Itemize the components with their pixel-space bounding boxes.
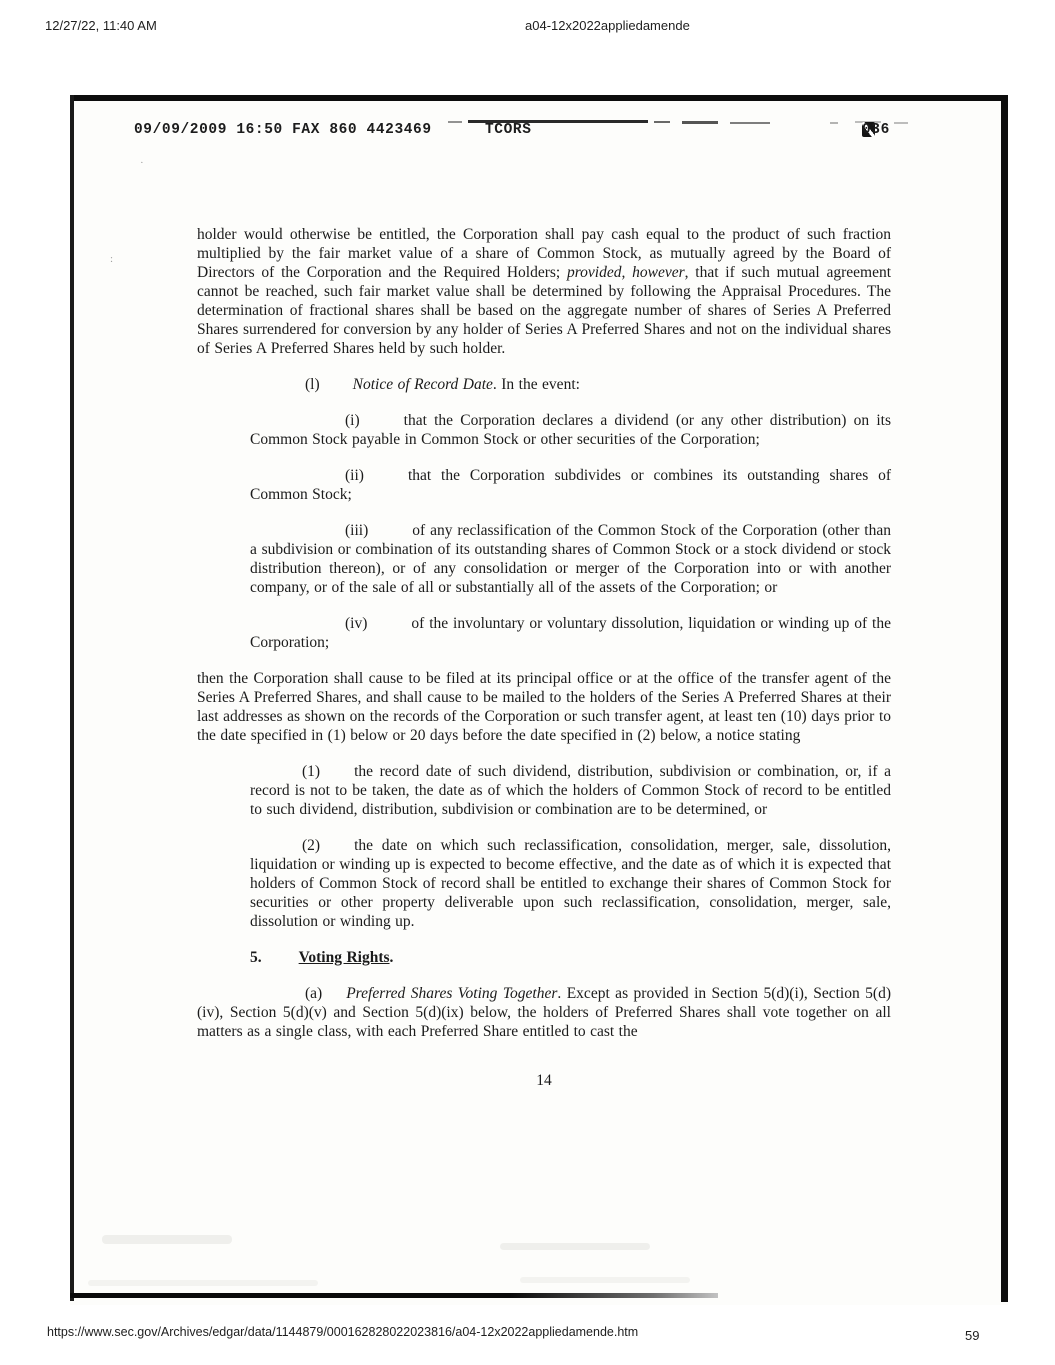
paragraph-text: holder would otherwise be entitled, the Corporation shall pay cash equal to the product of such fraction multiplied by the fair market value of a share of Common Stock, as mutually agreed by the Board of Directors of the Corporation and the Required Holders; xyxy=(197,226,891,281)
item-text: of any reclassification of the Common Stock of the Corporation (other than a subdivision or combination of its outstanding shares of Common Stock or a stock dividend or stock distribution thereon), or of any consolidation or merger of the Corporation into or with another company, or of the sale of all or substantially all of the assets of the Corporation; or xyxy=(250,522,891,596)
print-footer-page-number: 59 xyxy=(965,1328,980,1343)
scan-artifact-dash xyxy=(682,121,718,124)
scan-smudge xyxy=(500,1243,650,1250)
item-label: (l) xyxy=(305,376,320,393)
print-header-title: a04-12x2022appliedamende xyxy=(525,18,690,33)
item-label: (2) xyxy=(302,837,321,854)
scan-speck: · xyxy=(140,157,144,169)
scan-artifact-dash xyxy=(894,122,908,124)
scan-artifact-dash xyxy=(730,122,770,124)
list-item-2 xyxy=(197,836,891,931)
list-item-iv xyxy=(197,614,891,652)
scan-artifact-dash xyxy=(830,122,838,124)
scan-speck: : xyxy=(110,253,114,265)
list-item-1 xyxy=(197,762,891,819)
print-header-datetime: 12/27/22, 11:40 AM xyxy=(45,18,157,33)
heading-notice-of-record-date xyxy=(197,375,891,394)
section-number: 5. xyxy=(250,949,262,966)
scan-smudge xyxy=(102,1235,232,1244)
fax-timestamp: 09/09/2009 16:50 FAX 860 4423469 xyxy=(134,122,432,138)
paragraph-notice-requirement: then the Corporation shall cause to be filed at its principal office or at the office of the transfer agent of the Series A Preferred Shares, and shall cause to be mailed to the holders of the Series A Preferred Shares at their last addresses as shown on the records of the Corporation or such transfer agent, at least ten (10) days prior to the date specified in (1) below or 20 days before the date specified in (2) below, a notice stating xyxy=(197,670,891,744)
paragraph-text: . Except as provided in Section 5(d)(i), Section 5(d)(iv), Section 5(d)(v) and Section 5(d)(ix) below, the holders of Preferred Shares shall vote together on all matters as a single class, with each Preferred Share entitled to cast the xyxy=(197,985,891,1040)
fax-page-count: 036 xyxy=(862,122,890,138)
item-label: (a) xyxy=(305,985,323,1002)
heading-section5-voting-rights xyxy=(197,948,891,967)
scan-artifact-dash xyxy=(654,121,670,123)
item-text: the record date of such dividend, distribution, subdivision or combination, or, if a record is not to be taken, the date as of which the holders of Common Stock of record to be entitled to such dividend, distribution, subdivision or combination are to be determined, or xyxy=(250,763,891,818)
paragraph-preferred-shares-voting xyxy=(197,984,891,1041)
item-text: that the Corporation declares a dividend (or any other distribution) on its Common Stock payable in Common Stock or other securities of the Corporation; xyxy=(250,412,891,448)
item-label: (i) xyxy=(345,412,360,429)
fax-sender-id: TCORS xyxy=(485,122,532,138)
heading-suffix: . In the event: xyxy=(492,376,580,393)
item-text: of the involuntary or voluntary dissolution, liquidation or winding up of the Corporation; xyxy=(250,615,891,651)
list-item-i xyxy=(197,411,891,449)
heading-title: Notice of Record Date xyxy=(352,376,493,393)
item-label: (1) xyxy=(302,763,321,780)
item-text: that the Corporation subdivides or combines its outstanding shares of Common Stock; xyxy=(250,467,891,503)
scan-artifact-dash xyxy=(448,121,462,123)
scan-edge-left xyxy=(70,95,74,1301)
item-label: (iv) xyxy=(345,615,368,632)
list-item-iii xyxy=(197,521,891,597)
list-item-ii xyxy=(197,466,891,504)
scan-edge-right xyxy=(1001,95,1008,1302)
italic-phrase: Preferred Shares Voting Together xyxy=(346,985,558,1002)
document-page-number: 14 xyxy=(536,1072,552,1089)
item-label: (ii) xyxy=(345,467,364,484)
section-suffix: . xyxy=(389,949,394,966)
paragraph-text: , that if such mutual agreement cannot be reached, such fair market value shall be determined by following the Appraisal Procedures. The determination of fractional shares shall be based on the aggregate number of shares of Series A Preferred Shares surrendered for conversion by any holder of Series A Preferred Shares and not on the individual shares of Series A Preferred Shares held by such holder. xyxy=(197,264,891,357)
scanned-fax-page xyxy=(70,95,1008,1305)
document-body xyxy=(197,225,891,1107)
scan-smudge xyxy=(88,1280,318,1286)
section-title: Voting Rights xyxy=(298,949,390,966)
print-footer-url: https://www.sec.gov/Archives/edgar/data/1144879/000162828022023816/a04-12x2022appliedamende.htm xyxy=(47,1325,639,1339)
scan-edge-bottom xyxy=(70,1293,718,1298)
item-label: (iii) xyxy=(345,522,369,539)
paragraph-fractional-shares xyxy=(197,225,891,358)
italic-phrase: provided, however xyxy=(566,264,685,281)
scan-smudge xyxy=(520,1277,690,1283)
scan-edge-top xyxy=(70,95,1008,101)
item-text: the date on which such reclassification, consolidation, merger, sale, dissolution, liquidation or winding up is expected to become effective, and the date as of which it is expected that holders of Common Stock of record shall be entitled to exchange their shares of Common Stock for securities or other property deliverable upon such reclassification, consolidation, merger, sale, dissolution or winding up. xyxy=(250,837,891,930)
